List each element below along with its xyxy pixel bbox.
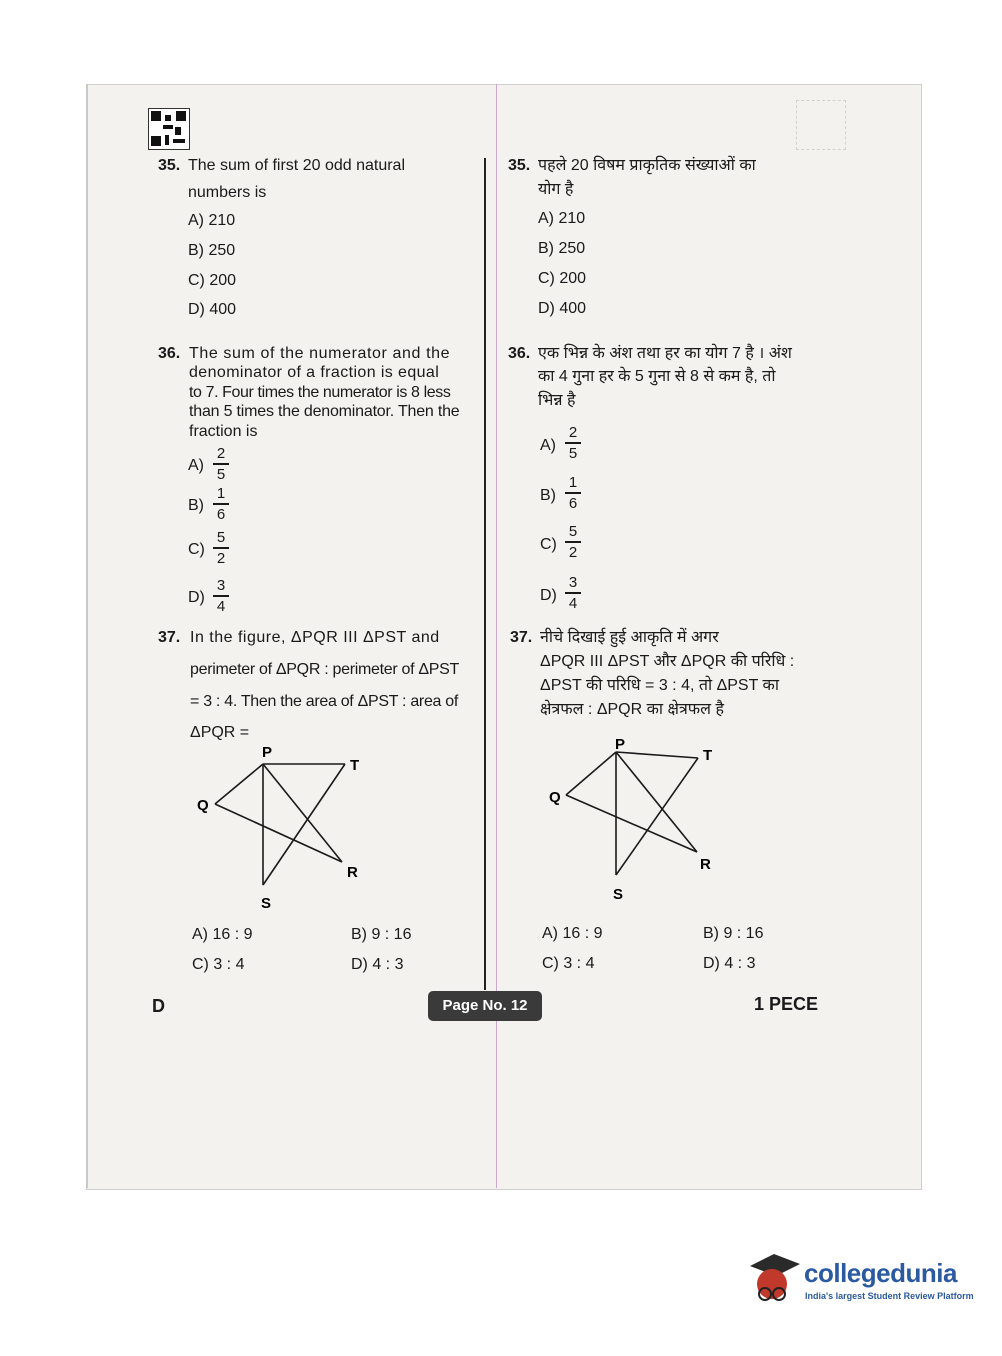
q35-option-c: C) 200: [188, 272, 237, 289]
q35-number: 35.: [158, 157, 181, 174]
q37-hi-option-a: A) 16 : 9: [542, 925, 603, 942]
q36-option-c-label: C): [188, 541, 205, 558]
vertex-r-label: R: [347, 864, 358, 881]
q37-hi-text-line2: ΔPQR III ΔPST और ΔPQR की परिधि :: [540, 653, 795, 670]
q35-text-line1: The sum of first 20 odd natural: [188, 157, 405, 174]
triangle-figure-left: [190, 740, 380, 915]
q36-text-line4: than 5 times the denominator. Then the: [189, 403, 460, 420]
q35-option-b: B) 250: [188, 242, 236, 259]
q37-text-line2: perimeter of ΔPQR : perimeter of ΔPST: [190, 661, 460, 678]
q36-text-line5: fraction is: [189, 423, 258, 440]
q36-hi-option-b-fraction: 1 6: [565, 474, 581, 512]
q35-hi-option-d: D) 400: [538, 300, 587, 317]
q36-number: 36.: [158, 345, 181, 362]
q36-hi-option-b-label: B): [540, 487, 556, 504]
mascot-icon: [744, 1250, 802, 1310]
q37-option-b: B) 9 : 16: [351, 926, 412, 943]
q35-text-line2: numbers is: [188, 184, 267, 201]
q37-hi-option-b: B) 9 : 16: [703, 925, 764, 942]
collegedunia-logo: [744, 1250, 974, 1310]
q35-hi-number: 35.: [508, 157, 531, 174]
vertex-t-label: T: [350, 757, 360, 774]
q37-hi-number: 37.: [510, 629, 533, 646]
q36-option-a-label: A): [188, 457, 204, 474]
q36-option-d-fraction: 3 4: [213, 577, 229, 615]
q36-option-b-fraction: 1 6: [213, 485, 229, 523]
q35-hi-option-b: B) 250: [538, 240, 586, 257]
q36-option-c-fraction: 5 2: [213, 529, 229, 567]
q37-hi-text-line4: क्षेत्रफल : ΔPQR का क्षेत्रफल है: [540, 701, 724, 718]
q36-option-d-label: D): [188, 589, 205, 606]
q36-text-line2: denominator of a fraction is equal: [189, 364, 440, 381]
qr-code-icon: [148, 108, 190, 150]
logo-wordmark: collegedunia: [804, 1258, 957, 1288]
q37-option-d: D) 4 : 3: [351, 956, 404, 973]
q37-hi-option-d: D) 4 : 3: [703, 955, 756, 972]
q37-hi-text-line3: ΔPST की परिधि = 3 : 4, तो ΔPST का: [540, 677, 779, 694]
q37-text-line3: = 3 : 4. Then the area of ΔPST : area of: [190, 693, 459, 710]
faded-qr-code-icon: [796, 100, 846, 150]
q37-hi-option-c: C) 3 : 4: [542, 955, 595, 972]
q36-hi-text-line1: एक भिन्न के अंश तथा हर का योग 7 है । अंश: [538, 345, 792, 362]
booklet-series: D: [152, 996, 165, 1016]
q37-hi-text-line1: नीचे दिखाई हुई आकृति में अगर: [540, 629, 719, 646]
q36-text-line1: The sum of the numerator and the: [189, 345, 451, 362]
q36-hi-option-a-label: A): [540, 437, 556, 454]
center-fold-line: [496, 84, 497, 1188]
exam-code: 1 PECE: [754, 994, 819, 1014]
q36-option-b-label: B): [188, 497, 204, 514]
triangle-figure-right: [540, 730, 730, 905]
q36-option-a-fraction: 2 5: [213, 445, 229, 483]
q36-hi-option-d-label: D): [540, 587, 557, 604]
vertex-q-label-hi: Q: [549, 789, 561, 806]
q36-hi-option-c-fraction: 5 2: [565, 523, 581, 561]
q35-option-d: D) 400: [188, 301, 237, 318]
q35-hi-text-line2: योग है: [538, 181, 574, 198]
vertex-p-label: P: [262, 744, 273, 761]
vertex-s-label: S: [261, 895, 272, 912]
q36-hi-option-d-fraction: 3 4: [565, 574, 581, 612]
q37-option-a: A) 16 : 9: [192, 926, 253, 943]
page-number: Page No. 12: [428, 991, 542, 1021]
q36-hi-text-line3: भिन्न है: [538, 392, 576, 409]
q35-hi-text-line1: पहले 20 विषम प्राकृतिक संख्याओं का: [538, 157, 756, 174]
column-divider: [484, 158, 486, 990]
q37-number: 37.: [158, 629, 181, 646]
q35-hi-option-c: C) 200: [538, 270, 587, 287]
q36-hi-number: 36.: [508, 345, 531, 362]
q36-text-line3: to 7. Four times the numerator is 8 less: [189, 384, 451, 401]
q36-hi-option-a-fraction: 2 5: [565, 424, 581, 462]
vertex-t-label-hi: T: [703, 747, 713, 764]
vertex-q-label: Q: [197, 797, 209, 814]
q36-hi-option-c-label: C): [540, 536, 557, 553]
q37-text-line1: In the figure, ΔPQR III ΔPST and: [190, 629, 440, 646]
page-left-edge: [86, 84, 88, 1188]
logo-tagline: India's largest Student Review Platform: [805, 1291, 974, 1301]
vertex-r-label-hi: R: [700, 856, 711, 873]
vertex-p-label-hi: P: [615, 736, 626, 753]
q37-option-c: C) 3 : 4: [192, 956, 245, 973]
q37-text-line4: ΔPQR =: [190, 724, 250, 741]
q35-hi-option-a: A) 210: [538, 210, 586, 227]
q35-option-a: A) 210: [188, 212, 236, 229]
vertex-s-label-hi: S: [613, 886, 624, 903]
q36-hi-text-line2: का 4 गुना हर के 5 गुना से 8 से कम है, तो: [538, 368, 776, 385]
